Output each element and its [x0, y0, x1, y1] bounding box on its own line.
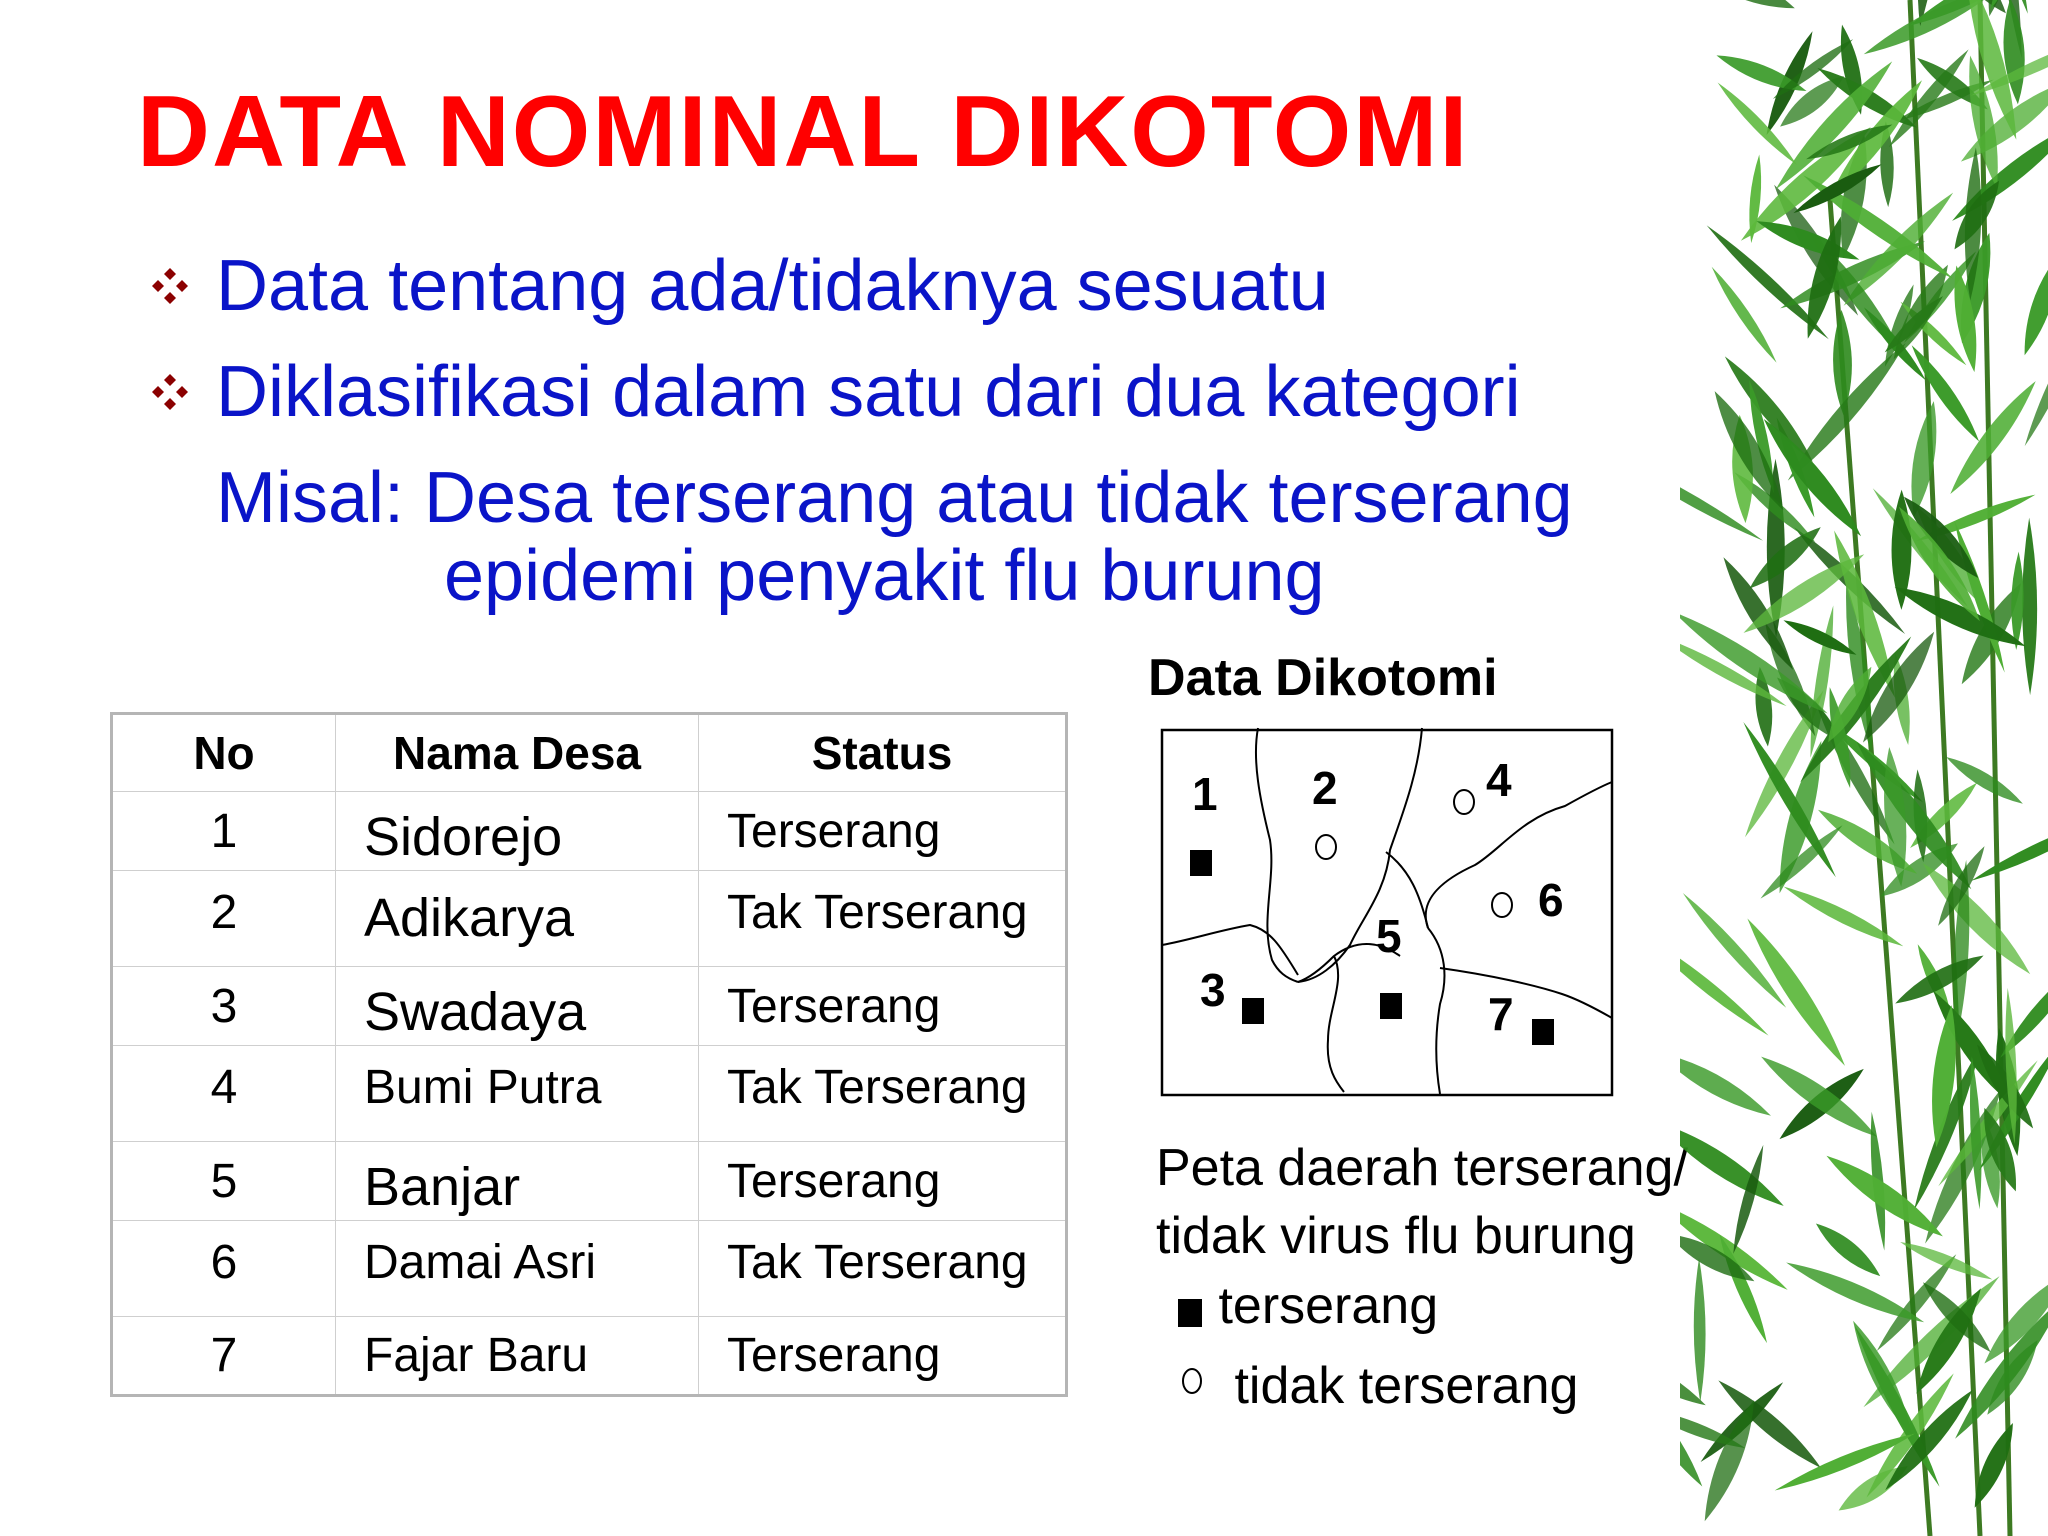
bamboo-leaf — [1686, 0, 1798, 18]
diamond-bullet-icon — [150, 372, 190, 412]
cell-nama-desa: Sidorejo — [336, 792, 699, 871]
bamboo-leaf — [1680, 1044, 1776, 1124]
region-number: 2 — [1312, 762, 1338, 814]
cell-nama-desa: Adikarya — [336, 871, 699, 967]
region-number: 7 — [1488, 988, 1514, 1040]
example-line-2: epidemi penyakit flu burung — [444, 536, 1325, 616]
bamboo-leaf — [1979, 1335, 2045, 1420]
table-row — [112, 1317, 1067, 1396]
cell-no: 4 — [112, 1046, 336, 1142]
cell-nama-desa: Swadaya — [336, 967, 699, 1046]
bamboo-decoration — [1680, 0, 2048, 1536]
map-caption-line-2: tidak virus flu burung — [1156, 1207, 1636, 1265]
bamboo-leaf — [2010, 551, 2025, 650]
cell-no: 5 — [112, 1142, 336, 1221]
village-table — [110, 712, 1068, 1397]
table-row — [112, 1221, 1067, 1317]
cell-status: Terserang — [699, 1142, 1067, 1221]
table-header-row — [112, 714, 1067, 792]
header-no: No — [112, 714, 336, 792]
empty-circle-icon — [1454, 790, 1474, 814]
bamboo-leaf — [1693, 1258, 1706, 1402]
cell-no: 3 — [112, 967, 336, 1046]
filled-square-icon — [1176, 1289, 1204, 1329]
cell-nama-desa: Fajar Baru — [336, 1317, 699, 1396]
table-row — [112, 967, 1067, 1046]
diamond-bullet-icon — [150, 266, 190, 306]
filled-square-icon — [1242, 998, 1264, 1024]
cell-status: Terserang — [699, 792, 1067, 871]
cell-status: Tak Terserang — [699, 871, 1067, 967]
filled-square-icon — [1380, 993, 1402, 1019]
region-number: 4 — [1486, 754, 1512, 806]
cell-status: Tak Terserang — [699, 1046, 1067, 1142]
region-number: 6 — [1538, 874, 1564, 926]
table-row — [112, 792, 1067, 871]
bullet-text: Diklasifikasi dalam satu dari dua kategori — [216, 352, 1521, 432]
legend-label: terserang — [1218, 1277, 1439, 1335]
empty-circle-icon — [1492, 893, 1512, 917]
cell-status: Terserang — [699, 1317, 1067, 1396]
cell-status: Tak Terserang — [699, 1221, 1067, 1317]
region-2 — [1312, 762, 1338, 859]
bamboo-leaf — [1755, 1048, 1883, 1145]
bamboo-leaf — [1968, 812, 2048, 887]
bamboo-leaf — [1680, 1113, 1790, 1215]
map-caption-line-1: Peta daerah terserang/ — [1156, 1139, 1688, 1197]
bamboo-leaf — [1881, 292, 1948, 357]
cell-no: 1 — [112, 792, 336, 871]
bamboo-leaf — [1739, 913, 1852, 1071]
table-row — [112, 1046, 1067, 1142]
empty-circle-icon — [1316, 835, 1336, 859]
legend-item-empty — [1178, 1357, 1579, 1415]
map-title: Data Dikotomi — [1148, 649, 1498, 707]
cell-status: Terserang — [699, 967, 1067, 1046]
region-number: 3 — [1200, 964, 1226, 1016]
table-row — [112, 1142, 1067, 1221]
legend-label: tidak terserang — [1234, 1357, 1579, 1415]
empty-circle-icon — [1178, 1365, 1206, 1405]
table-row — [112, 871, 1067, 967]
cell-nama-desa: Banjar — [336, 1142, 699, 1221]
bamboo-leaf — [1728, 1143, 1768, 1255]
region-number: 5 — [1376, 910, 1402, 962]
filled-square-icon — [1532, 1019, 1554, 1045]
cell-no: 7 — [112, 1317, 336, 1396]
cell-no: 2 — [112, 871, 336, 967]
region-number: 1 — [1192, 768, 1218, 820]
bamboo-leaf — [2022, 518, 2038, 696]
slide-title: DATA NOMINAL DIKOTOMI — [137, 76, 1470, 188]
legend-item-filled — [1176, 1277, 1439, 1335]
cell-nama-desa: Bumi Putra — [336, 1046, 699, 1142]
bamboo-stem — [1980, 0, 2010, 1536]
header-nama-desa: Nama Desa — [336, 714, 699, 792]
region-map — [1150, 720, 1620, 1100]
header-status: Status — [699, 714, 1067, 792]
filled-square-icon — [1190, 850, 1212, 876]
bullet-text: Data tentang ada/tidaknya sesuatu — [216, 246, 1329, 326]
example-line-1: Misal: Desa terserang atau tidak terserang — [216, 458, 1573, 538]
cell-no: 6 — [112, 1221, 336, 1317]
cell-nama-desa: Damai Asri — [336, 1221, 699, 1317]
bamboo-leaf — [2016, 251, 2048, 358]
